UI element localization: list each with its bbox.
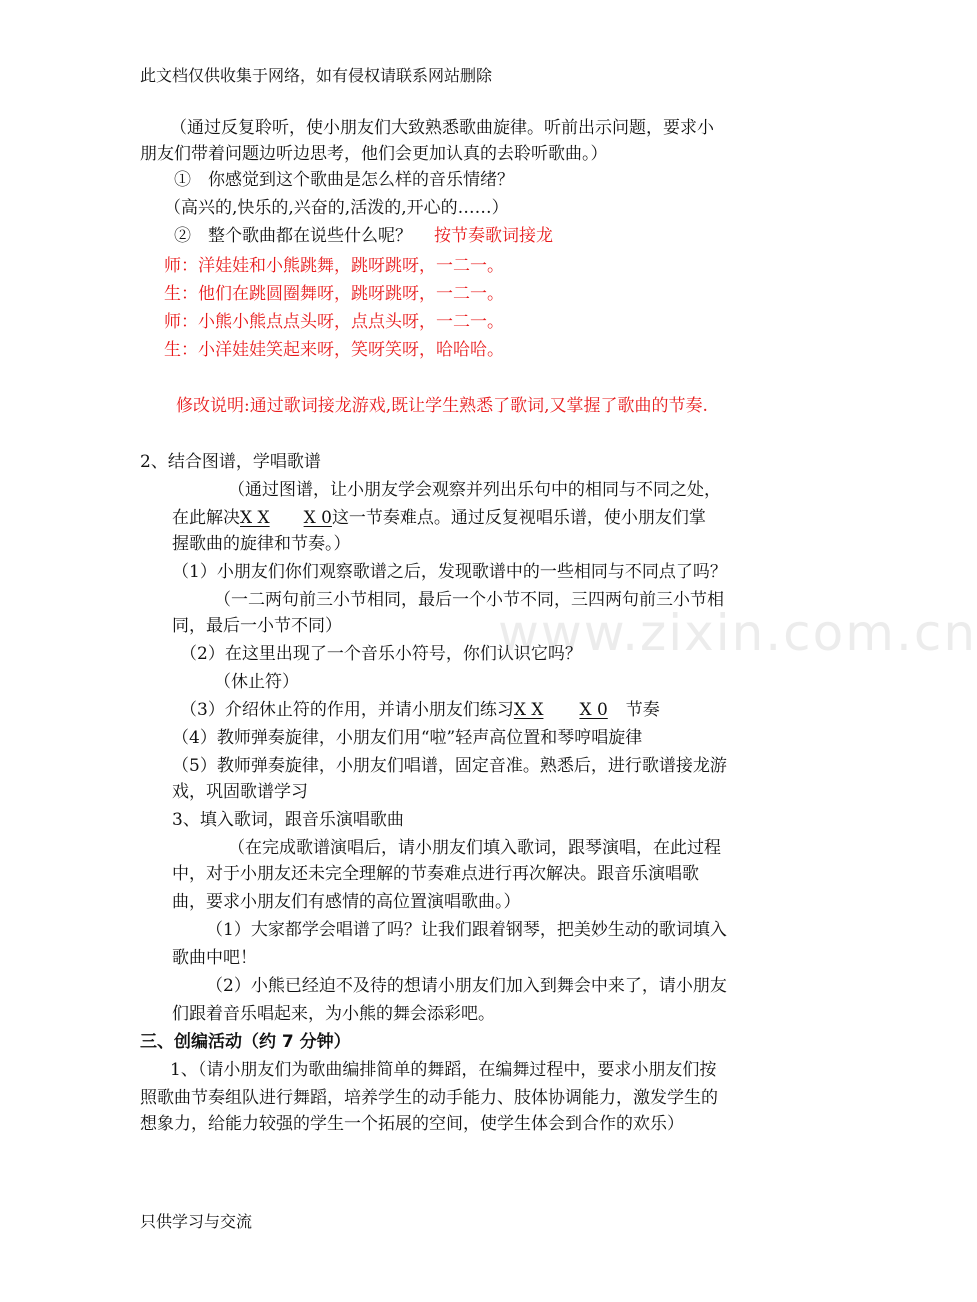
section2-item4: （4）教师弹奏旋律，小朋友们用“啦”轻声高位置和琴哼唱旋律 [172,728,643,748]
section3-intro-line3: 曲，要求小朋友们有感情的高位置演唱歌曲。） [172,892,521,912]
section1-intro-line1: （通过反复聆听，使小朋友们大致熟悉歌曲旋律。听前出示问题，要求小 [170,118,714,138]
section2-item5-line1: （5）教师弹奏旋律，小朋友们唱谱，固定音准。熟悉后，进行歌谱接龙游 [172,756,727,776]
section2-item1-answer-line2: 同，最后一小节不同） [172,616,342,636]
section4-line1: 1、（请小朋友们为歌曲编排简单的舞蹈，在编舞过程中，要求小朋友们按 [170,1060,717,1080]
rhythm-pattern-xx: X X [240,508,270,528]
page-footer: 只供学习与交流 [140,1212,253,1231]
section2-item2: （2）在这里出现了一个音乐小符号，你们认识它吗？ [180,644,582,664]
revision-note: 修改说明:通过歌词接龙游戏,既让学生熟悉了歌词,又掌握了歌曲的节奏. [176,396,708,416]
question-2-note: 按节奏歌词接龙 [434,226,553,246]
section4-line2: 照歌曲节奏组队进行舞蹈，培养学生的动手能力、肢体协调能力，激发学生的 [140,1088,718,1108]
dialog-line-3: 师：小熊小熊点点头呀，点点头呀，一二一。 [164,312,504,332]
section3-intro-line2: 中，对于小朋友还未完全理解的节奏难点进行再次解决。跟音乐演唱歌 [172,864,699,884]
section2-item2-answer: （休止符） [214,672,299,692]
section2-item5-line2: 戏，巩固歌谱学习 [172,782,308,802]
page-header: 此文档仅供收集于网络，如有侵权请联系网站删除 [140,66,493,85]
section4-line3: 想象力，给能力较强的学生一个拓展的空间，使学生体会到合作的欢乐） [140,1114,684,1134]
question-1-answer: （高兴的,快乐的,兴奋的,活泼的,开心的……） [164,198,509,218]
section3-item2-line1: （2）小熊已经迫不及待的想请小朋友们加入到舞会中来了，请小朋友 [206,976,727,996]
item3-rhythm-x0: X 0 [579,700,608,720]
section3-item1-line2: 歌曲中吧！ [172,948,257,968]
section2-item3-pre: （3）介绍休止符的作用，并请小朋友们练习 [180,700,514,720]
section2-heading: 2、结合图谱，学唱歌谱 [140,452,321,472]
section1-intro-line2: 朋友们带着问题边听边思考，他们会更加认真的去聆听歌曲。） [140,144,608,164]
section2-item3 [180,698,660,722]
section2-intro-pre: 在此解决 [172,508,240,528]
section3-heading: 3、填入歌词，跟音乐演唱歌曲 [172,810,404,830]
section4-heading: 三、创编活动（约 7 分钟） [140,1032,351,1052]
section2-item1-answer-line1: （一二两句前三小节相同，最后一个小节不同，三四两句前三小节相 [214,590,724,610]
dialog-line-2: 生：他们在跳圆圈舞呀，跳呀跳呀，一二一。 [164,284,504,304]
section2-intro-post: 这一节奏难点。通过反复视唱乐谱，使小朋友们掌 [331,508,706,528]
section3-item2-line2: 们跟着音乐唱起来，为小熊的舞会添彩吧。 [172,1004,495,1024]
item3-rhythm-xx: X X [513,700,544,720]
section2-intro-line3: 握歌曲的旋律和节奏。） [172,534,351,554]
dialog-line-4: 生：小洋娃娃笑起来呀，笑呀笑呀，哈哈哈。 [164,340,504,360]
watermark: www.zixin.com.cn [498,604,977,662]
rhythm-pattern-x0: X 0 [303,508,332,528]
question-2-text: ② 整个歌曲都在说些什么呢？ [174,226,412,246]
section3-intro-line1: （在完成歌谱演唱后，请小朋友们填入歌词，跟琴演唱，在此过程 [228,838,721,858]
section3-item1-line1: （1）大家都学会唱谱了吗？让我们跟着钢琴，把美妙生动的歌词填入 [206,920,727,940]
section2-intro-line2 [172,506,706,530]
question-1: ① 你感觉到这个歌曲是怎么样的音乐情绪？ [174,170,514,190]
question-2 [174,224,553,248]
dialog-line-1: 师：洋娃娃和小熊跳舞，跳呀跳呀，一二一。 [164,256,504,276]
section2-item3-post: 节奏 [625,700,660,720]
section2-intro-line1: （通过图谱，让小朋友学会观察并列出乐句中的相同与不同之处， [228,480,721,500]
section2-item1: （1）小朋友们你们观察歌谱之后，发现歌谱中的一些相同与不同点了吗？ [172,562,727,582]
